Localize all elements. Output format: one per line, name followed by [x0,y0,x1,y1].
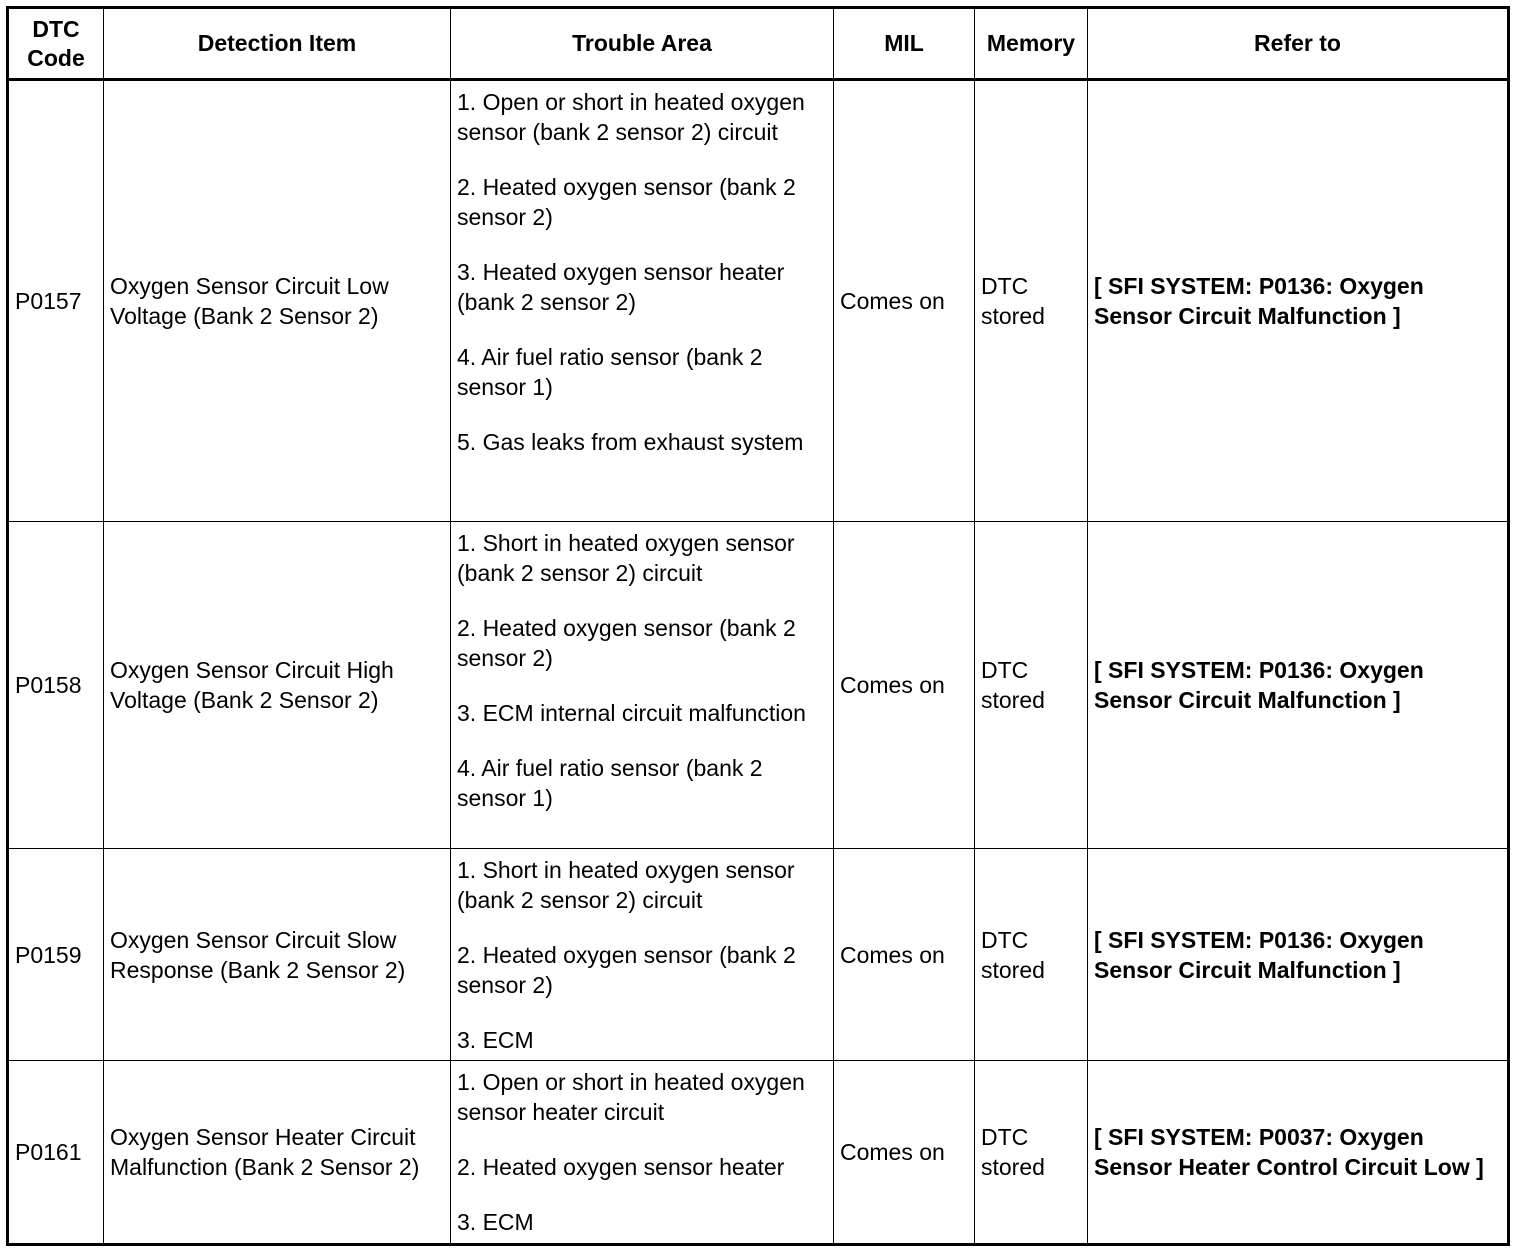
dtc-code-cell: P0157 [8,80,104,522]
trouble-area-item: 1. Open or short in heated oxygen sensor (bank 2 sensor 2) circuit [457,89,805,145]
trouble-area-item: 5. Gas leaks from exhaust system [457,429,804,455]
trouble-area-item: 1. Short in heated oxygen sensor (bank 2 sensor 2) circuit [457,857,795,913]
table-row [8,522,1509,849]
header-mil: MIL [834,8,975,80]
refer-to-link[interactable]: [ SFI SYSTEM: P0037: Oxygen Sensor Heater Control Circuit Low ] [1088,1061,1509,1245]
trouble-area-item: 3. Heated oxygen sensor heater (bank 2 sensor 2) [457,259,785,315]
mil-cell: Comes on [834,1061,975,1245]
trouble-area-item: 4. Air fuel ratio sensor (bank 2 sensor 1) [457,755,763,811]
header-detection-item: Detection Item [104,8,451,80]
trouble-area-item: 1. Short in heated oxygen sensor (bank 2 sensor 2) circuit [457,530,795,586]
header-memory: Memory [975,8,1088,80]
table-row [8,80,1509,522]
trouble-area-item: 2. Heated oxygen sensor (bank 2 sensor 2) [457,174,796,230]
memory-cell: DTC stored [975,80,1088,522]
trouble-area-item: 3. ECM internal circuit malfunction [457,700,806,726]
header-dtc-code-line1: DTC [32,15,80,42]
detection-item-cell: Oxygen Sensor Circuit Low Voltage (Bank 2 Sensor 2) [104,80,451,522]
detection-item-cell: Oxygen Sensor Circuit High Voltage (Bank 2 Sensor 2) [104,522,451,849]
trouble-area-cell [451,849,834,1061]
header-row [8,8,1509,80]
trouble-area-item: 2. Heated oxygen sensor (bank 2 sensor 2) [457,615,796,671]
memory-cell: DTC stored [975,522,1088,849]
memory-cell: DTC stored [975,1061,1088,1245]
trouble-area-item: 1. Open or short in heated oxygen sensor heater circuit [457,1069,805,1125]
refer-to-link[interactable]: [ SFI SYSTEM: P0136: Oxygen Sensor Circuit Malfunction ] [1088,80,1509,522]
trouble-area-item: 3. ECM [457,1209,534,1235]
trouble-area-cell [451,522,834,849]
trouble-area-item: 2. Heated oxygen sensor (bank 2 sensor 2) [457,942,796,998]
mil-cell: Comes on [834,849,975,1061]
dtc-code-cell: P0159 [8,849,104,1061]
memory-cell: DTC stored [975,849,1088,1061]
detection-item-cell: Oxygen Sensor Heater Circuit Malfunction (Bank 2 Sensor 2) [104,1061,451,1245]
mil-cell: Comes on [834,522,975,849]
dtc-code-cell: P0158 [8,522,104,849]
table-row [8,1061,1509,1245]
trouble-area-item: 2. Heated oxygen sensor heater [457,1154,785,1180]
mil-cell: Comes on [834,80,975,522]
trouble-area-cell [451,80,834,522]
trouble-area-item: 4. Air fuel ratio sensor (bank 2 sensor 1) [457,344,763,400]
table-row [8,849,1509,1061]
dtc-table [6,6,1510,1246]
header-dtc-code [8,8,104,80]
header-trouble-area: Trouble Area [451,8,834,80]
refer-to-link[interactable]: [ SFI SYSTEM: P0136: Oxygen Sensor Circuit Malfunction ] [1088,522,1509,849]
trouble-area-item: 3. ECM [457,1027,534,1053]
dtc-code-cell: P0161 [8,1061,104,1245]
header-refer-to: Refer to [1088,8,1509,80]
detection-item-cell: Oxygen Sensor Circuit Slow Response (Bank 2 Sensor 2) [104,849,451,1061]
refer-to-link[interactable]: [ SFI SYSTEM: P0136: Oxygen Sensor Circuit Malfunction ] [1088,849,1509,1061]
trouble-area-cell [451,1061,834,1245]
header-dtc-code-line2: Code [27,44,85,71]
